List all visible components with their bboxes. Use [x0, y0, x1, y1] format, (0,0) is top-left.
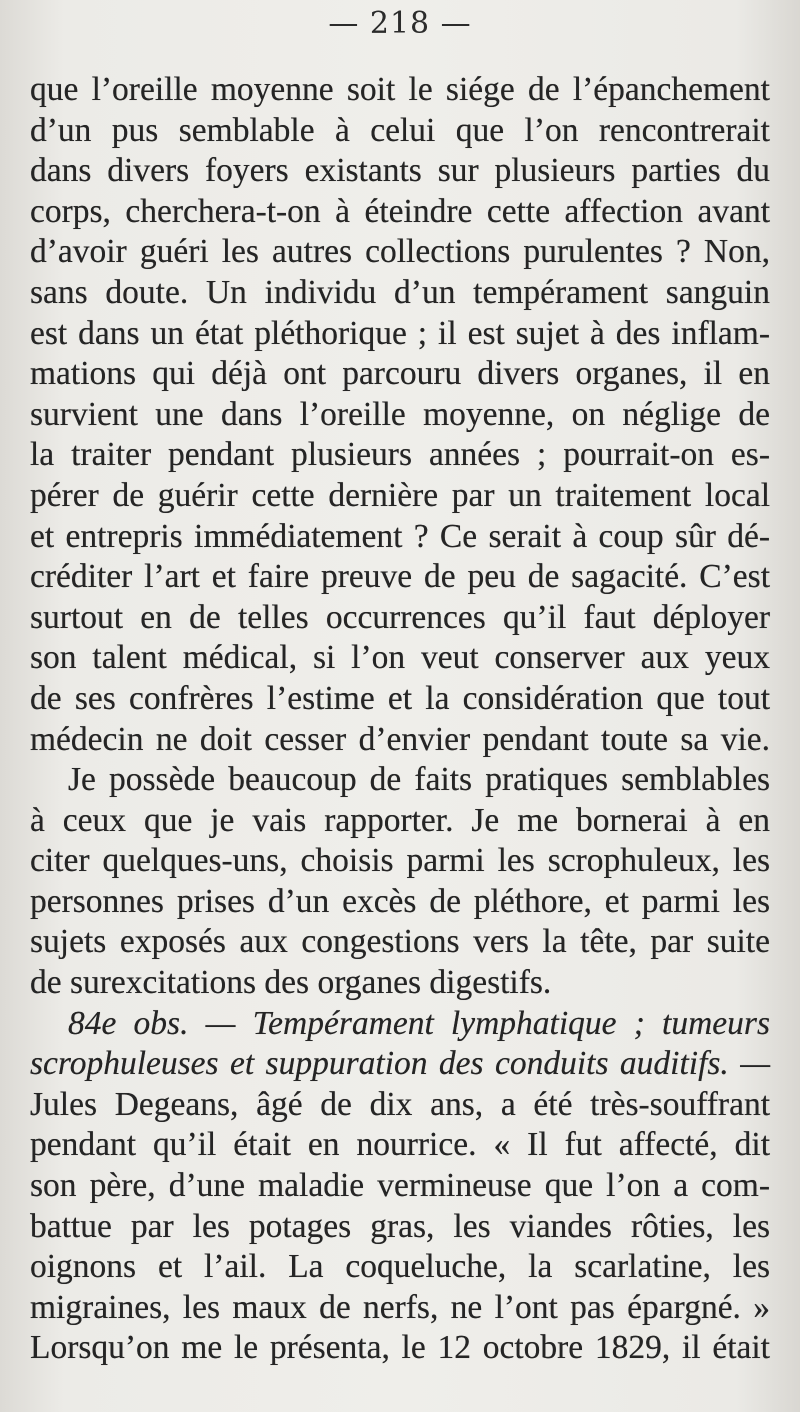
text-line: survient une dans l’oreille moyenne, on néglige de	[30, 395, 770, 433]
text-line: sans doute. Un individu d’un tempérament sanguin	[30, 273, 770, 311]
text-line: créditer l’art et faire preuve de peu de sagacité. C’est	[30, 558, 770, 596]
observation-heading: 84e obs. — Tempérament lymphatique ; tumeurs	[68, 1004, 770, 1042]
text-line: est dans un état pléthorique ; il est sujet à des inflam-	[30, 314, 770, 352]
text-line: sujets exposés aux congestions vers la tête, par suite	[30, 923, 770, 961]
text-line: pendant qu’il était en nourrice. « Il fut affecté, dit	[30, 1126, 770, 1164]
body-text	[30, 70, 770, 1369]
text-line: corps, cherchera-t-on à éteindre cette affection avant	[30, 192, 770, 230]
text-line: médecin ne doit cesser d’envier pendant toute sa vie.	[30, 720, 770, 758]
text-line: dans divers foyers existants sur plusieurs parties du	[30, 152, 770, 190]
text-line: que l’oreille moyenne soit le siége de l’épanchement	[30, 71, 770, 108]
text-line: d’avoir guéri les autres collections purulentes ? Non,	[30, 233, 770, 271]
text-line: mations qui déjà ont parcouru divers organes, il en	[30, 355, 770, 393]
text-line: battue par les potages gras, les viandes rôties, les	[30, 1207, 770, 1245]
text-line: de ses confrères l’estime et la considération que tout	[30, 679, 770, 717]
text-line: Lorsqu’on me le présenta, le 12 octobre 1829, il était	[30, 1329, 770, 1367]
text-line: Je possède beaucoup de faits pratiques semblables	[68, 761, 770, 799]
text-line: et entrepris immédiatement ? Ce serait à coup sûr dé-	[30, 517, 770, 555]
text-line: la traiter pendant plusieurs années ; pourrait-on es-	[30, 436, 770, 474]
text-line: pérer de guérir cette dernière par un traitement local	[30, 476, 770, 514]
text-line: son père, d’une maladie vermineuse que l’on a com-	[30, 1167, 770, 1205]
text-line: surtout en de telles occurrences qu’il faut déployer	[30, 598, 770, 636]
text-line: de surexcitations des organes digestifs.	[30, 964, 552, 1002]
page-number: — 218 —	[328, 6, 472, 41]
observation-heading: scrophuleuses et suppuration des conduits auditifs. —	[30, 1045, 770, 1083]
text-line: citer quelques-uns, choisis parmi les scrophuleux, les	[30, 842, 770, 880]
text-line: son talent médical, si l’on veut conserver aux yeux	[30, 639, 770, 677]
text-line: Jules Degeans, âgé de dix ans, a été très-souffrant	[30, 1085, 770, 1123]
text-line: oignons et l’ail. La coqueluche, la scarlatine, les	[30, 1248, 770, 1286]
text-line: d’un pus semblable à celui que l’on rencontrerait	[30, 111, 770, 149]
text-line: migraines, les maux de nerfs, ne l’ont pas épargné. »	[30, 1288, 770, 1326]
text-line: personnes prises d’un excès de pléthore, et parmi les	[30, 882, 770, 920]
text-line: à ceux que je vais rapporter. Je me bornerai à en	[30, 801, 770, 839]
